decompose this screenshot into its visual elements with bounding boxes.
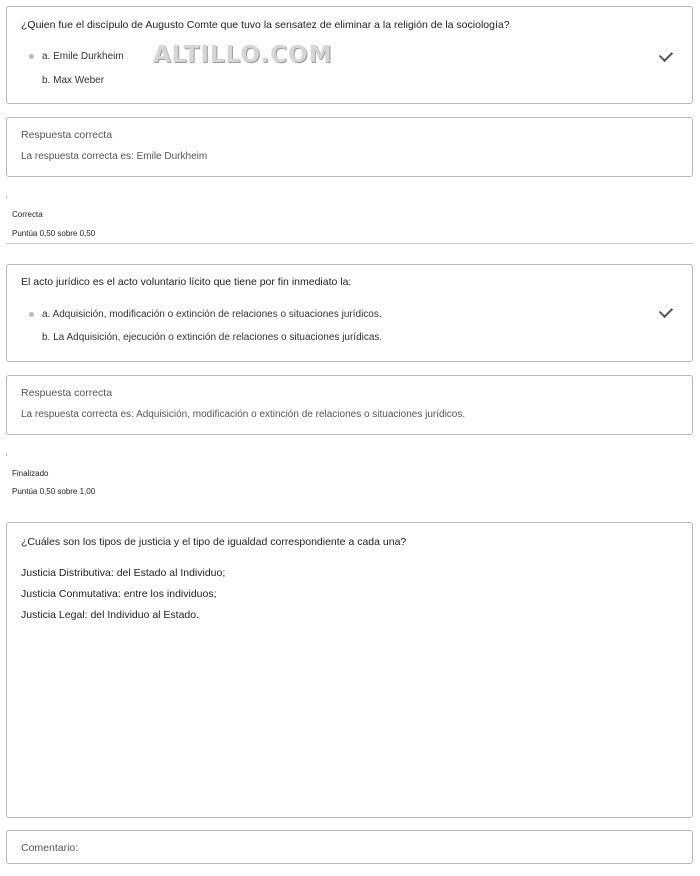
answer-line: Justicia Legal: del Individuo al Estado. [21,609,200,621]
question-2-status: Finalizado [12,469,49,478]
question-2-option-a[interactable] [29,309,382,320]
watermark-logo: ALTILLO.COM [153,42,333,68]
feedback-text: La respuesta correcta es: Emile Durkheim [21,151,208,162]
option-label: b. La Adquisición, ejecución o extinción de relaciones o situaciones jurídicas. [42,332,383,343]
radio-selected-icon[interactable] [29,312,34,317]
answer-line: Justicia Distributiva: del Estado al Individuo; [21,567,226,579]
option-label: b. Max Weber [42,75,105,86]
question-1-option-b[interactable] [29,75,104,86]
question-3-box [6,522,693,818]
question-1-box [6,6,693,104]
question-2-text: El acto jurídico es el acto voluntario lícito que tiene por fin inmediato la: [21,276,352,288]
feedback-text: La respuesta correcta es: Adquisición, modificación o extinción de relaciones o situaciones jurídicos. [21,409,466,420]
comment-label: Comentario: [21,842,79,854]
answer-line: Justicia Conmutativa: entre los individuos; [21,588,217,600]
radio-empty-icon[interactable] [29,78,34,83]
divider-tick [6,195,7,198]
question-1-status: Correcta [12,210,43,219]
question-2-box [6,264,693,362]
question-1-text: ¿Quien fue el discípulo de Augusto Comte que tuvo la sensatez de eliminar a la religión de la sociología? [21,19,510,31]
question-2-option-b[interactable] [29,332,382,343]
question-1-option-a[interactable] [29,51,124,62]
question-1-score: Puntúa 0,50 sobre 0,50 [12,229,96,238]
section-divider [6,243,694,244]
radio-empty-icon[interactable] [29,335,34,340]
option-label: a. Emile Durkheim [42,51,124,62]
question-2-feedback [6,375,693,435]
comment-box [6,830,693,864]
radio-selected-icon[interactable] [29,54,34,59]
question-1-feedback [6,117,693,177]
question-2-score: Puntúa 0,50 sobre 1,00 [12,487,96,496]
feedback-title: Respuesta correcta [21,129,113,141]
checkmark-icon [659,48,673,62]
feedback-title: Respuesta correcta [21,387,113,399]
question-3-text: ¿Cuáles son los tipos de justicia y el tipo de igualdad correspondiente a cada una? [21,536,407,548]
option-label: a. Adquisición, modificación o extinción de relaciones o situaciones jurídicos. [42,309,382,320]
divider-tick [6,453,7,456]
checkmark-icon [659,304,673,318]
